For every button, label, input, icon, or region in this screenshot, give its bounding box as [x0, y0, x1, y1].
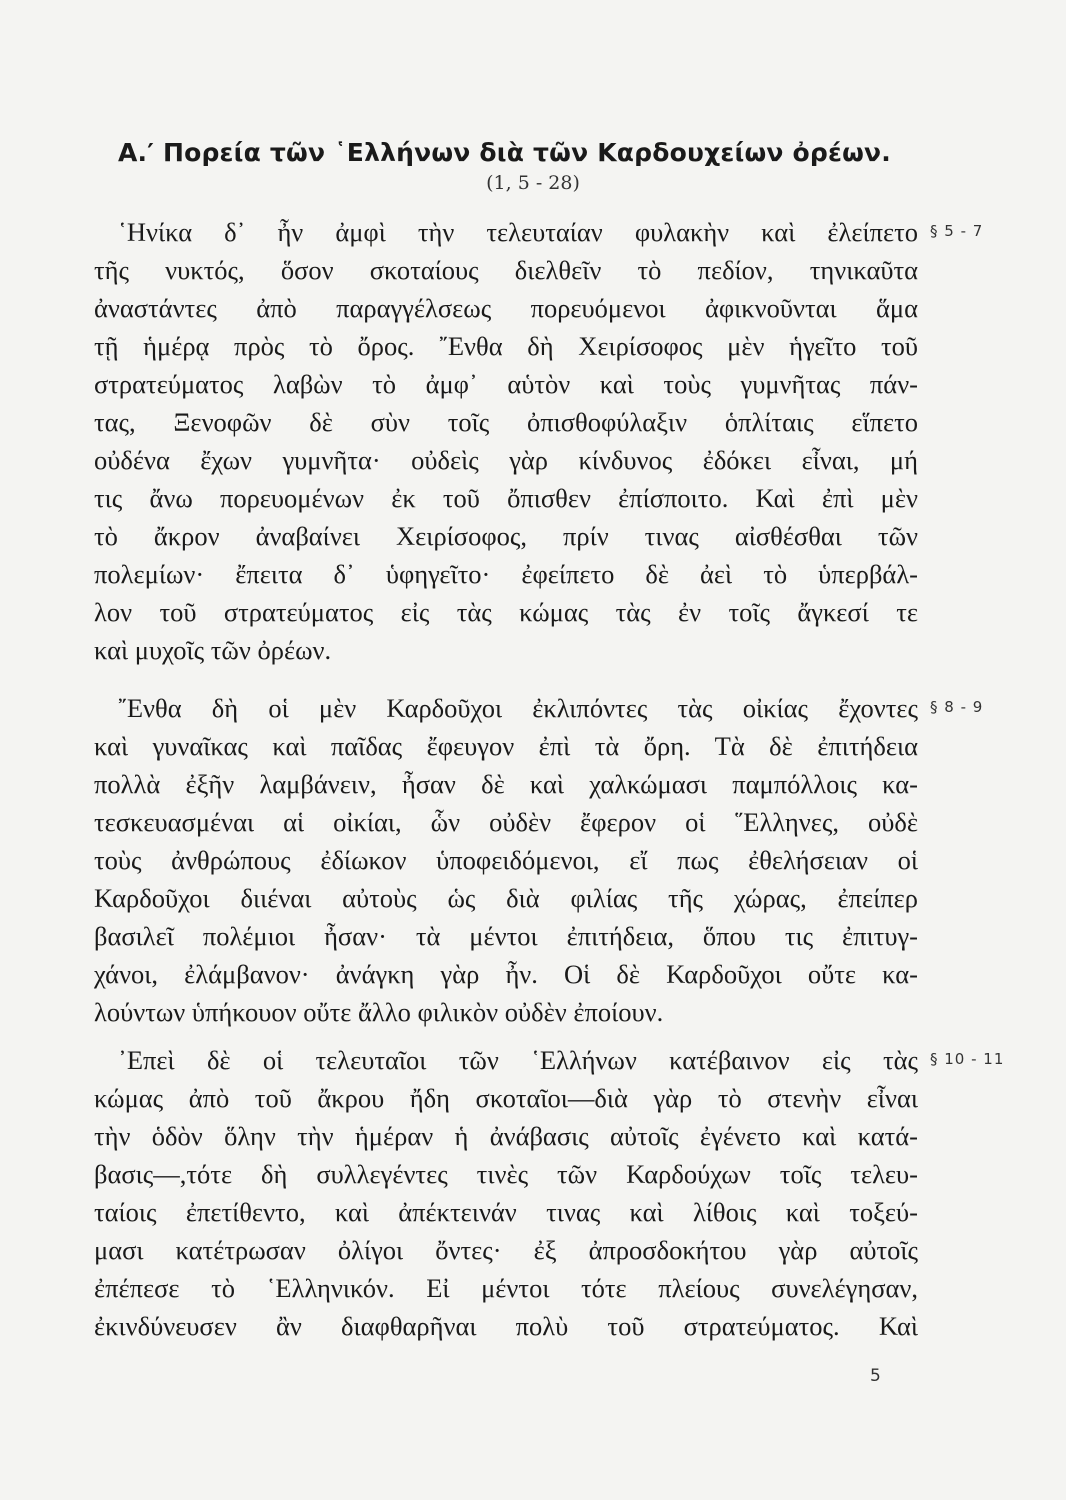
text-line: λον τοῦ στρατεύματος εἰς τὰς κώμας τὰς ἐν τοῖς ἄγκεσί τε: [94, 597, 918, 627]
marginal-reference: § 10 - 11: [930, 1050, 1005, 1068]
text-line: μασι κατέτρωσαν ὀλίγοι ὄντες· ἐξ ἀπροσδοκήτου γὰρ αὐτοῖς: [94, 1235, 918, 1265]
text-line: βασιλεῖ πολέμιοι ἦσαν· τὰ μέντοι ἐπιτήδεια, ὅπου τις ἐπιτυγ-: [94, 921, 918, 951]
text-line: πολλὰ ἐξῆν λαμβάνειν, ἦσαν δὲ καὶ χαλκώμασι παμπόλλοις κα-: [94, 769, 918, 799]
text-line: ἀναστάντες ἀπὸ παραγγέλσεως πορευόμενοι ἀφικνοῦνται ἅμα: [94, 293, 918, 323]
text-line: ῎Ενθα δὴ οἱ μὲν Καρδοῦχοι ἐκλιπόντες τὰς οἰκίας ἔχοντες: [118, 693, 918, 723]
text-line: καὶ μυχοῖς τῶν ὀρέων.: [94, 635, 332, 665]
text-line: καὶ γυναῖκας καὶ παῖδας ἔφευγον ἐπὶ τὰ ὄρη. Τὰ δὲ ἐπιτήδεια: [94, 731, 918, 761]
page-number: 5: [870, 1366, 881, 1386]
text-line: τεσκευασμέναι αἱ οἰκίαι, ὧν οὐδὲν ἔφερον οἱ ῞Ελληνες, οὐδὲ: [94, 807, 918, 837]
text-line: τις ἄνω πορευομένων ἐκ τοῦ ὄπισθεν ἐπίσποιτο. Καὶ ἐπὶ μὲν: [94, 483, 918, 513]
text-line: τὸ ἄκρον ἀναβαίνει Χειρίσοφος, πρίν τινας αἰσθέσθαι τῶν: [94, 521, 918, 551]
text-line: τῇ ἡμέρᾳ πρὸς τὸ ὄρος. ῎Ενθα δὴ Χειρίσοφος μὲν ἡγεῖτο τοῦ: [94, 331, 918, 361]
text-line: τοὺς ἀνθρώπους ἐδίωκον ὑποφειδόμενοι, εἴ πως ἐθελήσειαν οἱ: [94, 845, 918, 875]
text-line: ταίοις ἐπετίθεντο, καὶ ἀπέκτεινάν τινας καὶ λίθοις καὶ τοξεύ-: [94, 1197, 918, 1227]
text-line: στρατεύματος λαβὼν τὸ ἀμφ᾿ αὑτὸν καὶ τοὺς γυμνῆτας πάν-: [94, 369, 918, 399]
text-line: πολεμίων· ἔπειτα δ᾿ ὑφηγεῖτο· ἐφείπετο δὲ ἀεὶ τὸ ὑπερβάλ-: [94, 559, 918, 589]
section-range: (1, 5 - 28): [486, 172, 580, 194]
text-line: τας, Ξενοφῶν δὲ σὺν τοῖς ὀπισθοφύλαξιν ὁπλίταις εἵπετο: [94, 407, 918, 437]
text-line: ἐκινδύνευσεν ἂν διαφθαρῆναι πολὺ τοῦ στρατεύματος. Καὶ: [94, 1311, 918, 1341]
marginal-reference: § 8 - 9: [930, 698, 984, 716]
text-line: λούντων ὑπήκουον οὔτε ἄλλο φιλικὸν οὐδὲν ἐποίουν.: [94, 997, 664, 1027]
text-line: ἐπέπεσε τὸ ῾Ελληνικόν. Εἰ μέντοι τότε πλείους συνελέγησαν,: [94, 1273, 918, 1303]
text-line: ῾Ηνίκα δ᾿ ἦν ἀμφὶ τὴν τελευταίαν φυλακὴν καὶ ἐλείπετο: [118, 217, 918, 247]
text-line: βασις—,τότε δὴ συλλεγέντες τινὲς τῶν Καρδούχων τοῖς τελευ-: [94, 1159, 918, 1189]
text-line: Καρδοῦχοι διιέναι αὐτοὺς ὡς διὰ φιλίας τῆς χώρας, ἐπείπερ: [94, 883, 918, 913]
text-line: τὴν ὁδὸν ὅλην τὴν ἡμέραν ἡ ἀνάβασις αὐτοῖς ἐγένετο καὶ κατά-: [94, 1121, 918, 1151]
text-line: τῆς νυκτός, ὅσον σκοταίους διελθεῖν τὸ πεδίον, τηνικαῦτα: [94, 255, 918, 285]
text-line: χάνοι, ἐλάμβανον· ἀνάγκη γὰρ ἦν. Οἱ δὲ Καρδοῦχοι οὔτε κα-: [94, 959, 918, 989]
text-line: κώμας ἀπὸ τοῦ ἄκρου ἤδη σκοταῖοι—διὰ γὰρ τὸ στενὴν εἶναι: [94, 1083, 918, 1113]
section-heading: Α.′ Πορεία τῶν ῾Ελλήνων διὰ τῶν Καρδουχείων ὀρέων.: [118, 138, 891, 167]
text-line: οὐδένα ἔχων γυμνῆτα· οὐδεὶς γὰρ κίνδυνος ἐδόκει εἶναι, μή: [94, 445, 918, 475]
text-line: ᾿Επεὶ δὲ οἱ τελευταῖοι τῶν ῾Ελλήνων κατέβαινον εἰς τὰς: [118, 1045, 918, 1075]
marginal-reference: § 5 - 7: [930, 222, 984, 240]
